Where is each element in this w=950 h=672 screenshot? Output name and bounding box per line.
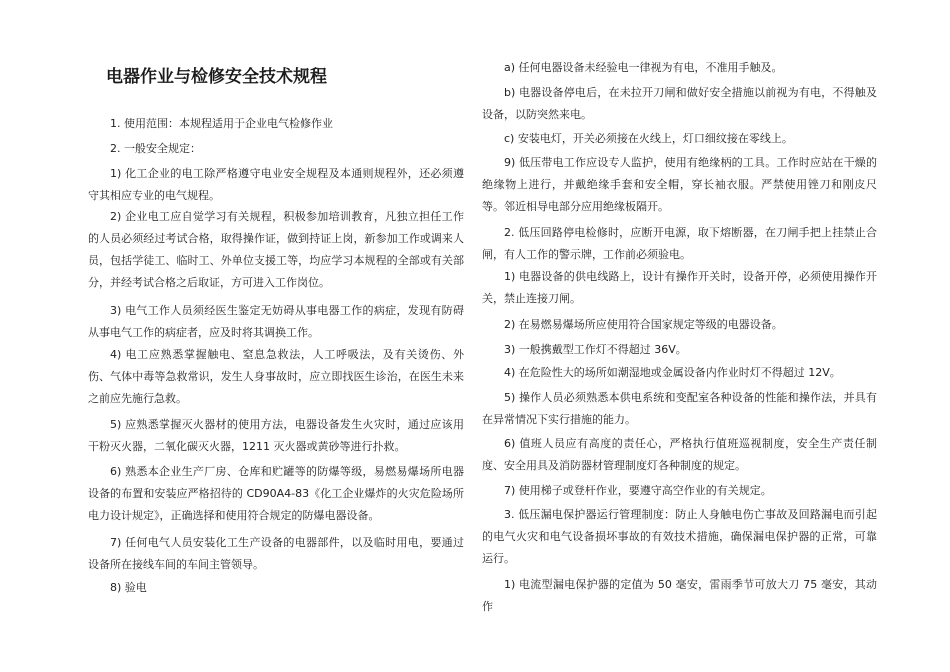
paragraph: 9) 低压带电工作应设专人监护，使用有绝缘柄的工具。工作时应站在干燥的绝缘物上进行，并戴绝缘手套和安全帽，穿长袖衣服。严禁使用锉刀和刚皮尺等。邻近相导电部分应用绝缘板隔开。 — [482, 156, 877, 213]
paragraph: 2) 在易燃易爆场所应使用符合国家规定等级的电器设备。 — [504, 318, 783, 331]
paragraph: 3. 低压漏电保护器运行管理制度：防止人身触电伤亡事故及回路漏电而引起的电气火灾和电气设备损坏事故的有效技术措施，确保漏电保护器的正常，可靠运行。 — [482, 508, 877, 565]
paragraph: 2. 一般安全规定： — [110, 142, 201, 155]
paragraph: 4) 电工应熟悉掌握触电、窒息急救法，人工呼吸法，及有关烫伤、外伤、气体中毒等急救常识，发生人身事故时，应立即找医生诊治，在医生未来之前应先施行急救。 — [88, 348, 464, 405]
paragraph: 7) 使用梯子或登杆作业，要遵守高空作业的有关规定。 — [504, 484, 772, 497]
paragraph: c) 安装电灯，开关必须接在火线上，灯口细纹接在零线上。 — [504, 132, 793, 145]
paragraph: 3) 电气工作人员须经医生鉴定无妨碍从事电器工作的病症，发现有防碍从事电气工作的病症者，应及时将其调换工作。 — [88, 304, 464, 339]
paragraph: 2) 企业电工应自觉学习有关规程，积极参加培训教育，凡独立担任工作的人员必须经过考试合格，取得操作证，做到持证上岗，新参加工作或调来人员，包括学徒工、临时工、外单位支援工等，均应学习本规程的全部或有关部分，并经考试合格之后取证，方可进入工作岗位。 — [88, 210, 464, 289]
paragraph: 2. 低压回路停电检修时，应断开电源，取下熔断器，在刀闸手把上挂禁止合闸，有人工作的警示牌，工作前必须验电。 — [482, 226, 877, 261]
paragraph: 1) 电器设备的供电线路上，设计有操作开关时，设备开停，必须使用操作开关，禁止连接刀闸。 — [482, 270, 877, 305]
document-title: 电器作业与检修安全技术规程 — [106, 67, 327, 87]
paragraph: 1. 使用范围：本规程适用于企业电气检修作业 — [110, 117, 333, 130]
paragraph: 1) 化工企业的电工除严格遵守电业安全规程及本通则规程外，还必须遵守其相应专业的电气规程。 — [88, 167, 464, 202]
paragraph: 6) 熟悉本企业生产厂房、仓库和贮罐等的防爆等级，易燃易爆场所电器设备的布置和安装应严格招待的 CD90A4-83《化工企业爆炸的火灾危险场所电力设计规定》，正确选择和使用符合规定的防爆电器设备。 — [88, 465, 464, 522]
paragraph: a) 任何电器设备未经验电一律视为有电，不准用手触及。 — [504, 61, 783, 74]
paragraph: 5) 应熟悉掌握灭火器材的使用方法，电器设备发生火灾时，通过应该用干粉灭火器，二氧化碳灭火器，1211 灭火器或黄砂等进行扑救。 — [88, 418, 464, 453]
paragraph: 7) 任何电气人员安装化工生产设备的电器部件，以及临时用电，要通过设备所在接线车间的车间主管领导。 — [88, 536, 464, 571]
paragraph: 6) 值班人员应有高度的责任心，严格执行值班巡视制度，安全生产责任制度、安全用具及消防器材管理制度灯各种制度的规定。 — [482, 437, 877, 472]
paragraph: 4) 在危险性大的场所如潮湿地或金属设备内作业时灯不得超过 12V。 — [504, 366, 841, 379]
paragraph: b) 电器设备停电后，在未拉开刀闸和做好安全措施以前视为有电，不得触及设备，以防突然来电。 — [482, 86, 877, 121]
paragraph: 1) 电流型漏电保护器的定值为 50 毫安，雷雨季节可放大刀 75 毫安，其动作 — [482, 578, 877, 613]
paragraph: 8) 验电 — [110, 581, 147, 594]
paragraph: 3) 一般携戴型工作灯不得超过 36V。 — [504, 343, 687, 356]
paragraph: 5) 操作人员必须熟悉本供电系统和变配室各种设备的性能和操作法，并具有在异常情况下实行措施的能力。 — [482, 391, 877, 426]
